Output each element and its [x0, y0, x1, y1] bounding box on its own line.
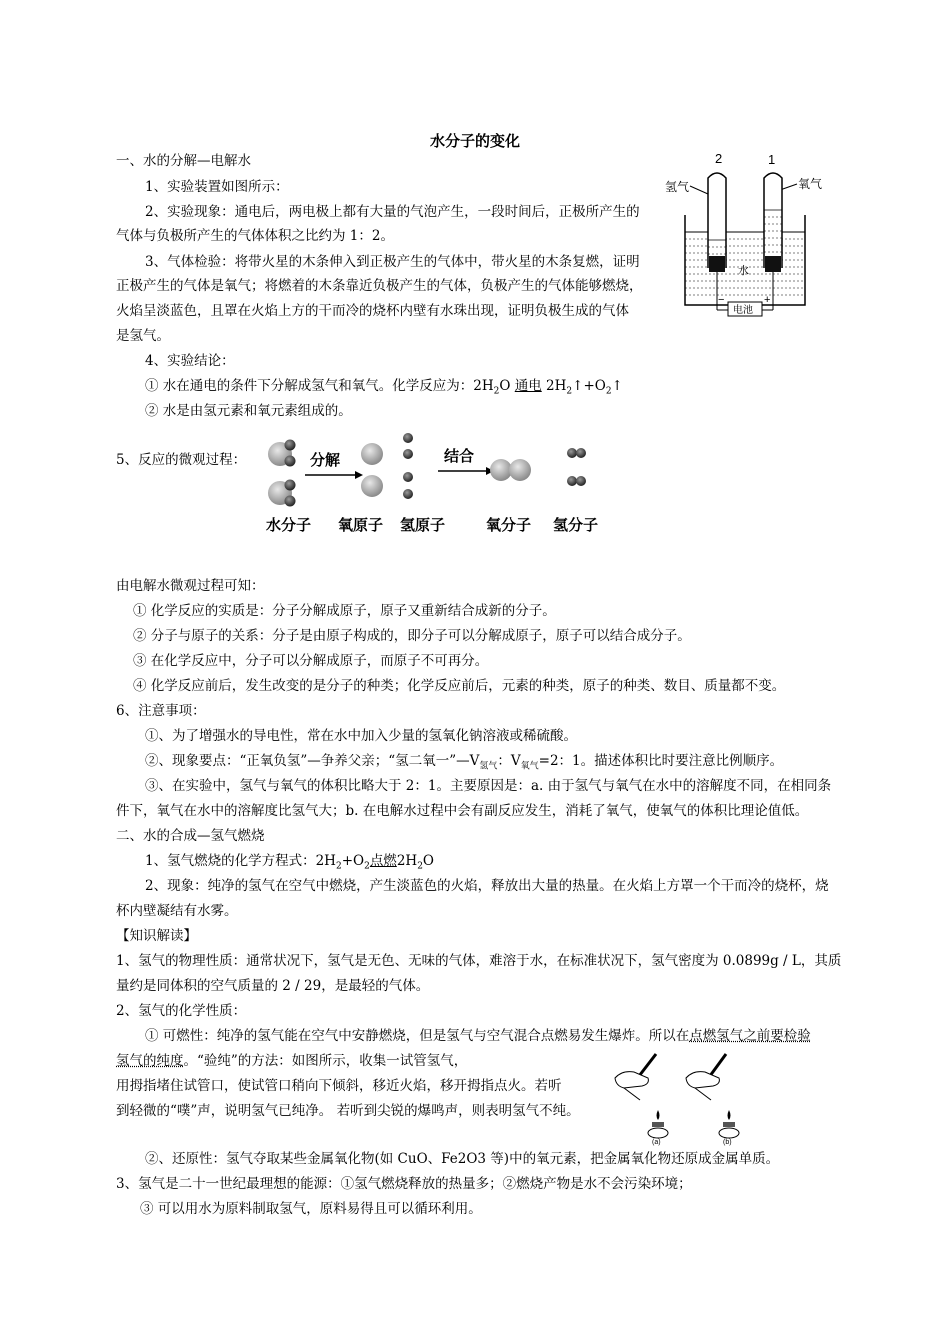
s1-item5: 5、反应的微观过程：	[116, 452, 247, 468]
hand-test-tube-b	[686, 1054, 726, 1100]
hydrogen-molecule-2	[567, 476, 586, 486]
label-hydrogen-atom: 氢原子	[400, 516, 446, 534]
s1-item2-line1: 2、实验现象：通电后，两电极上都有大量的气泡产生，一段时间后，正极所产生的	[145, 204, 640, 220]
label-hydrogen-molecule: 氢分子	[553, 516, 599, 534]
negative-electrode	[709, 256, 725, 272]
alcohol-lamp-b	[719, 1110, 739, 1138]
label-water-molecule: 水分子	[266, 516, 312, 534]
s1-item3-line1: 3、气体检验：将带火星的木条伸入到正极产生的气体中，带火星的木条复燃，证明	[145, 254, 640, 270]
s1-item2-line2: 气体与负极所产生的气体体积之比约为 1：2。	[116, 228, 394, 244]
note-3-line1: ③、在实验中，氢气与氧气的体积比略大于 2：1。主要原因是：a. 由于氢气与氧气在水中的溶解度不同，在相同条	[145, 778, 832, 794]
micro-point-1: ① 化学反应的实质是：分子分解成原子，原子又重新结合成新的分子。	[133, 603, 556, 619]
knowledge-3-point-3: ③ 可以用水为原料制取氢气，原料易得且可以循环利用。	[140, 1201, 482, 1217]
oxygen-label: 氧气	[798, 177, 823, 191]
s1-item3-line4: 是氢气。	[116, 328, 170, 344]
knowledge-2: 2、氢气的化学性质：	[116, 1003, 247, 1019]
battery-label: 电池	[733, 305, 753, 316]
plus-sign: +	[764, 294, 771, 306]
electrolysis-apparatus-diagram	[660, 150, 830, 320]
micro-intro: 由电解水微观过程可知：	[116, 578, 265, 594]
label-oxygen-atom: 氧原子	[338, 516, 384, 534]
hydrogen-pointer	[690, 186, 708, 194]
note-2: ②、现象要点：“正氧负氢”—争养父亲；“氢二氧一$”—V_{氢气}$：$V_{氧气}=2$：1。描述体积比时要注意比例顺序。	[145, 753, 784, 772]
hydrogen-atom-2	[403, 449, 413, 459]
micro-point-4: ④ 化学反应前后，发生改变的是分子的种类；化学反应前后，元素的种类，原子的种类、数目、质量都不变。	[133, 678, 786, 694]
water-molecule-1	[268, 440, 296, 467]
notes-heading: 6、注意事项：	[116, 703, 206, 719]
oxygen-molecule	[490, 459, 531, 481]
hand-test-tube-a	[615, 1054, 656, 1100]
s1-item4: 4、实验结论：	[145, 353, 235, 369]
micro-point-2: ② 分子与原子的关系：分子是由原子构成的，即分子可以分解成原子，原子可以结合成分子。	[133, 628, 691, 644]
water-molecule-2	[268, 480, 296, 507]
conclusion-2: ② 水是由氢元素和氧元素组成的。	[145, 403, 352, 419]
reducibility: ②、还原性：氢气夺取某些金属氧化物(如 CuO、Fe2O3 等)中的氧元素，把金属氧化物还原成金属单质。	[145, 1151, 780, 1167]
decompose-label: 分解	[310, 451, 341, 469]
combustion-phenomenon-line1: 2、现象：纯净的氢气在空气中燃烧，产生淡蓝色的火焰，释放出大量的热量。在火焰上方罩一个干而冷的烧杯，烧	[145, 878, 829, 894]
flammability-line4: 到轻微的“噗”声，说明氢气已纯净。 若听到尖锐的爆鸣声，则表明氢气不纯。	[116, 1103, 580, 1119]
label-oxygen-molecule: 氧分子	[486, 516, 532, 534]
s1-item1: 1、实验装置如图所示：	[145, 179, 289, 195]
hydrogen-molecule-1	[567, 448, 586, 458]
s1-item3-line2: 正极产生的气体是氧气；将燃着的木条靠近负极产生的气体，负极产生的气体能够燃烧，	[116, 278, 643, 294]
hydrogen-label: 氢气	[665, 180, 690, 194]
flammability-line1: ① 可燃性：纯净的氢气能在空气中安静燃烧，但是氢气与空气混合点燃易发生爆炸。所以在点燃氢气之前要检验	[145, 1028, 811, 1044]
micro-point-3: ③ 在化学反应中，分子可以分解成原子，而原子不可再分。	[133, 653, 489, 669]
combustion-phenomenon-line2: 杯内壁凝结有水雾。	[116, 903, 238, 919]
hydrogen-atom-3	[403, 472, 413, 482]
note-3-line2: 件下，氧气在水中的溶解度比氢气大；b. 在电解水过程中会有副反应发生，消耗了氧气，使氧气的体积比理论值低。	[116, 803, 809, 819]
knowledge-3: 3、氢气是二十一世纪最理想的能源：①氢气燃烧释放的热量多；②燃烧产物是水不会污染环境；	[116, 1176, 692, 1192]
s1-item3-line3: 火焰呈淡蓝色，且罩在火焰上方的干而冷的烧杯内壁有水珠出现，证明负极生成的气体	[116, 303, 629, 319]
purity-test-figure	[612, 1048, 762, 1144]
tube-1-number: 1	[768, 152, 776, 167]
tube-1-oxygen	[764, 173, 782, 268]
oxygen-atom-1	[361, 443, 383, 465]
tube-2-number: 2	[715, 151, 723, 166]
flammability-line3: 用拇指堵住试管口，使试管口稍向下倾斜，移近火焰，移开拇指点火。若听	[116, 1078, 562, 1094]
combustion-equation: 1、氢气燃烧的化学方程式：$2H_2+O_2$点燃$2H_2O$	[145, 853, 434, 872]
page-title: 水分子的变化	[429, 132, 520, 150]
water-label: 水	[738, 264, 749, 277]
positive-electrode	[765, 256, 781, 272]
knowledge-1-line2: 量约是同体积的空气质量的 2 / 29，是最轻的气体。	[116, 978, 430, 994]
flammability-line2: 氢气的纯度。“验纯”的方法：如图所示，收集一试管氢气，	[116, 1053, 468, 1069]
section1-heading: 一、水的分解—电解水	[116, 153, 251, 169]
hydrogen-atom-1	[403, 433, 413, 443]
knowledge-heading: 【知识解读】	[116, 928, 197, 944]
minus-sign: −	[718, 294, 725, 306]
section2-heading: 二、水的合成—氢气燃烧	[116, 828, 265, 844]
knowledge-1-line1: 1、氢气的物理性质：通常状况下，氢气是无色、无味的气体，难溶于水，在标准状况下，氢气密度为 0.0899g / L，其质	[116, 953, 842, 969]
figure-b-label: (b)	[723, 1139, 732, 1146]
oxygen-atom-2	[361, 475, 383, 497]
note-1: ①、为了增强水的导电性，常在水中加入少量的氢氧化钠溶液或稀硫酸。	[145, 728, 577, 744]
figure-a-label: (a)	[652, 1139, 661, 1146]
alcohol-lamp-a	[648, 1110, 668, 1138]
conclusion-equation: ① 水在通电的条件下分解成氢气和氧气。化学反应为：$2H_2O$ 通电 $2H_2↑+O_2↑$	[145, 378, 623, 397]
combine-label: 结合	[444, 447, 475, 465]
hydrogen-atom-4	[403, 489, 413, 499]
